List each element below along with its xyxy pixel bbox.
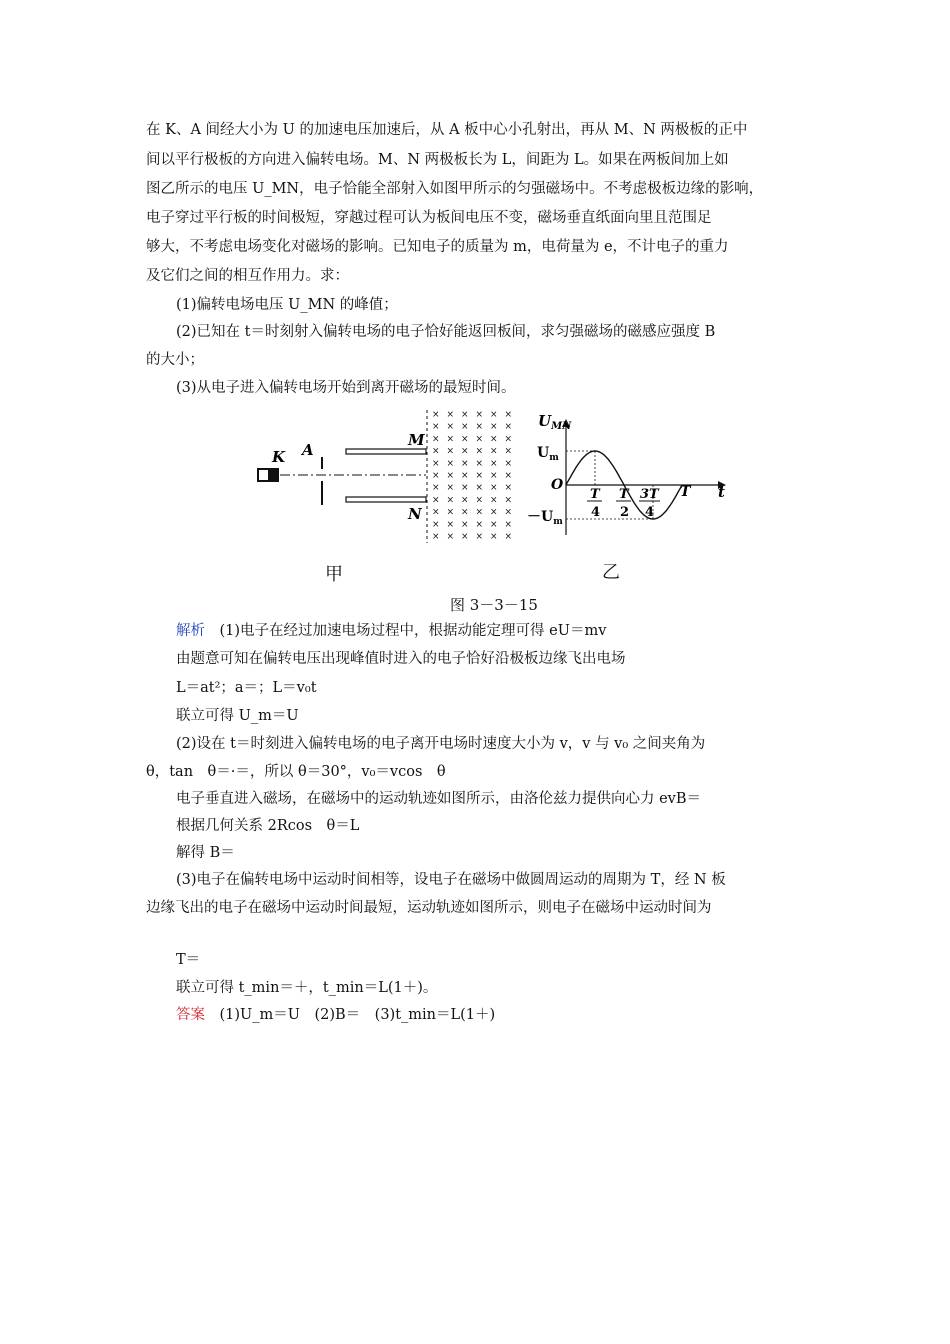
field-cross: ×: [446, 519, 455, 530]
field-cross: ×: [504, 495, 513, 506]
field-cross: ×: [475, 422, 484, 433]
solution-line-2: 由题意可知在偏转电压出现峰值时进入的电子恰好沿极板边缘飞出电场: [176, 651, 626, 667]
field-cross: ×: [475, 410, 484, 420]
solution-line-9: 解得 B＝: [176, 845, 235, 861]
field-cross: ×: [432, 495, 440, 506]
field-cross: ×: [475, 483, 484, 494]
figure: [240, 405, 750, 590]
magnetic-field-crosses: [432, 410, 512, 542]
question-2: (2)已知在 t＝时刻射入偏转电场的电子恰好能返回板间，求匀强磁场的磁感应强度 B: [176, 324, 716, 340]
field-cross: ×: [446, 483, 455, 494]
apparatus-diagram: [258, 410, 512, 543]
solution-line-8: 根据几何关系 2Rcos θ＝L: [176, 818, 360, 834]
field-cross: ×: [504, 422, 513, 433]
plate-M: [346, 449, 426, 454]
field-cross: ×: [432, 507, 440, 518]
field-cross: ×: [490, 495, 498, 506]
question-2-cont: 的大小；: [146, 352, 204, 368]
problem-line-4: 电子穿过平行板的时间极短，穿越过程可认为板间电压不变，磁场垂直纸面向里且范围足: [146, 210, 712, 226]
field-cross: ×: [475, 458, 484, 469]
field-cross: ×: [504, 507, 513, 518]
field-cross: ×: [490, 471, 498, 481]
field-cross: ×: [490, 458, 498, 469]
field-cross: ×: [490, 422, 498, 433]
problem-line-6: 及它们之间的相互作用力。求：: [146, 268, 349, 284]
field-cross: ×: [490, 519, 498, 530]
axis-label-U: $U_{MN}$: [538, 412, 572, 432]
label-Um: $U_m$: [537, 445, 559, 463]
label-M: M: [408, 431, 425, 449]
tick-T: T: [680, 484, 691, 500]
field-cross: ×: [446, 422, 455, 433]
svg-text:4: 4: [591, 505, 601, 520]
field-cross: ×: [461, 519, 469, 530]
field-cross: ×: [432, 483, 440, 494]
label-origin: O: [551, 477, 564, 493]
field-cross: ×: [446, 471, 455, 481]
figure-caption: 图 3－3－15: [450, 596, 538, 614]
field-cross: ×: [475, 434, 484, 445]
field-cross: ×: [446, 458, 455, 469]
answer-label: 答案: [176, 1007, 205, 1023]
field-cross: ×: [461, 483, 469, 494]
field-cross: ×: [446, 495, 455, 506]
field-cross: ×: [461, 507, 469, 518]
field-cross: ×: [432, 446, 440, 457]
label-t: t: [718, 483, 725, 501]
problem-line-5: 够大，不考虑电场变化对磁场的影响。已知电子的质量为 m，电荷量为 e，不计电子的重力: [146, 239, 729, 255]
solution-line-4: 联立可得 U_m＝U: [176, 708, 299, 724]
solution-line-7: 电子垂直进入磁场，在磁场中的运动轨迹如图所示，由洛伦兹力提供向心力 evB＝: [176, 791, 702, 807]
solution-line-12: T＝: [176, 952, 201, 968]
answer-text: (1)U_m＝U (2)B＝ (3)t_min＝L(1＋): [205, 1007, 496, 1023]
solution-line-10: (3)电子在偏转电场中运动时间相等，设电子在磁场中做圆周运动的周期为 T，经 N 板: [176, 872, 726, 888]
field-cross: ×: [446, 410, 455, 420]
field-cross: ×: [490, 410, 498, 420]
label-A: A: [302, 441, 314, 459]
field-cross: ×: [490, 507, 498, 518]
field-cross: ×: [475, 519, 484, 530]
field-cross: ×: [475, 532, 484, 542]
field-cross: ×: [504, 532, 513, 542]
field-cross: ×: [432, 434, 440, 445]
caption-yi: 乙: [602, 562, 620, 583]
field-cross: ×: [490, 446, 498, 457]
field-cross: ×: [461, 410, 469, 420]
field-cross: ×: [461, 495, 469, 506]
tick-T2: [616, 487, 631, 520]
question-1: (1)偏转电场电压 U_MN 的峰值；: [176, 297, 398, 313]
field-cross: ×: [475, 471, 484, 481]
field-cross: ×: [461, 458, 469, 469]
field-cross: ×: [446, 532, 455, 542]
question-3: (3)从电子进入偏转电场开始到离开磁场的最短时间。: [176, 380, 516, 396]
field-cross: ×: [432, 471, 440, 481]
field-cross: ×: [432, 532, 440, 542]
voltage-graph: [527, 412, 726, 535]
field-cross: ×: [490, 483, 498, 494]
field-cross: ×: [446, 507, 455, 518]
solution-line-3: L＝at²；a＝；L＝v₀t: [176, 680, 317, 696]
problem-line-2: 间以平行极板的方向进入偏转电场。M、N 两极板长为 L，间距为 L。如果在两板间加上如: [146, 152, 729, 168]
tick-T4: [587, 487, 602, 520]
field-cross: ×: [461, 422, 469, 433]
svg-text:4: 4: [645, 505, 655, 520]
svg-text:3T: 3T: [640, 487, 659, 502]
field-cross: ×: [504, 483, 513, 494]
field-cross: ×: [461, 434, 469, 445]
label-neg-Um: $-U_m$: [527, 509, 563, 527]
label-N: N: [408, 505, 422, 523]
problem-line-3: 图乙所示的电压 U_MN，电子恰能全部射入如图甲所示的匀强磁场中。不考虑极板边缘的影响，: [146, 181, 764, 197]
svg-text:2: 2: [620, 505, 630, 520]
field-cross: ×: [461, 446, 469, 457]
field-cross: ×: [432, 519, 440, 530]
field-cross: ×: [504, 458, 513, 469]
solution-line-13: 联立可得 t_min＝＋，t_min＝L(1＋)。: [176, 980, 438, 996]
caption-jia: 甲: [325, 564, 343, 585]
field-cross: ×: [446, 434, 455, 445]
label-K: K: [272, 448, 286, 466]
field-cross: ×: [461, 471, 469, 481]
field-cross: ×: [432, 410, 440, 420]
problem-line-1: 在 K、A 间经大小为 U 的加速电压加速后，从 A 板中心小孔射出，再从 M、N 两极板的正中: [146, 122, 748, 138]
field-cross: ×: [475, 507, 484, 518]
solution-label: 解析: [176, 623, 205, 639]
svg-text:T: T: [619, 487, 629, 502]
field-cross: ×: [475, 446, 484, 457]
solution-line-11: 边缘飞出的电子在磁场中运动时间最短，运动轨迹如图所示，则电子在磁场中运动时间为: [146, 900, 712, 916]
solution-line-1: 解析 (1)电子在经过加速电场过程中，根据动能定理可得 eU＝mv: [176, 623, 607, 639]
field-cross: ×: [490, 434, 498, 445]
field-cross: ×: [504, 471, 513, 481]
field-cross: ×: [475, 495, 484, 506]
plate-N: [346, 497, 426, 502]
field-cross: ×: [432, 458, 440, 469]
solution-line-6: θ，tan θ＝·＝，所以 θ＝30°，v₀＝vcos θ: [146, 764, 446, 780]
svg-text:T: T: [590, 487, 600, 502]
field-cross: ×: [504, 434, 513, 445]
field-cross: ×: [432, 422, 440, 433]
tick-3T4: [639, 487, 660, 520]
answer-line: [176, 1005, 495, 1025]
field-cross: ×: [504, 519, 513, 530]
field-cross: ×: [490, 532, 498, 542]
field-cross: ×: [504, 410, 513, 420]
field-cross: ×: [461, 532, 469, 542]
field-cross: ×: [504, 446, 513, 457]
solution-line-5: (2)设在 t＝时刻进入偏转电场的电子离开电场时速度大小为 v，v 与 v₀ 之间夹角为: [176, 736, 706, 752]
field-cross: ×: [446, 446, 455, 457]
